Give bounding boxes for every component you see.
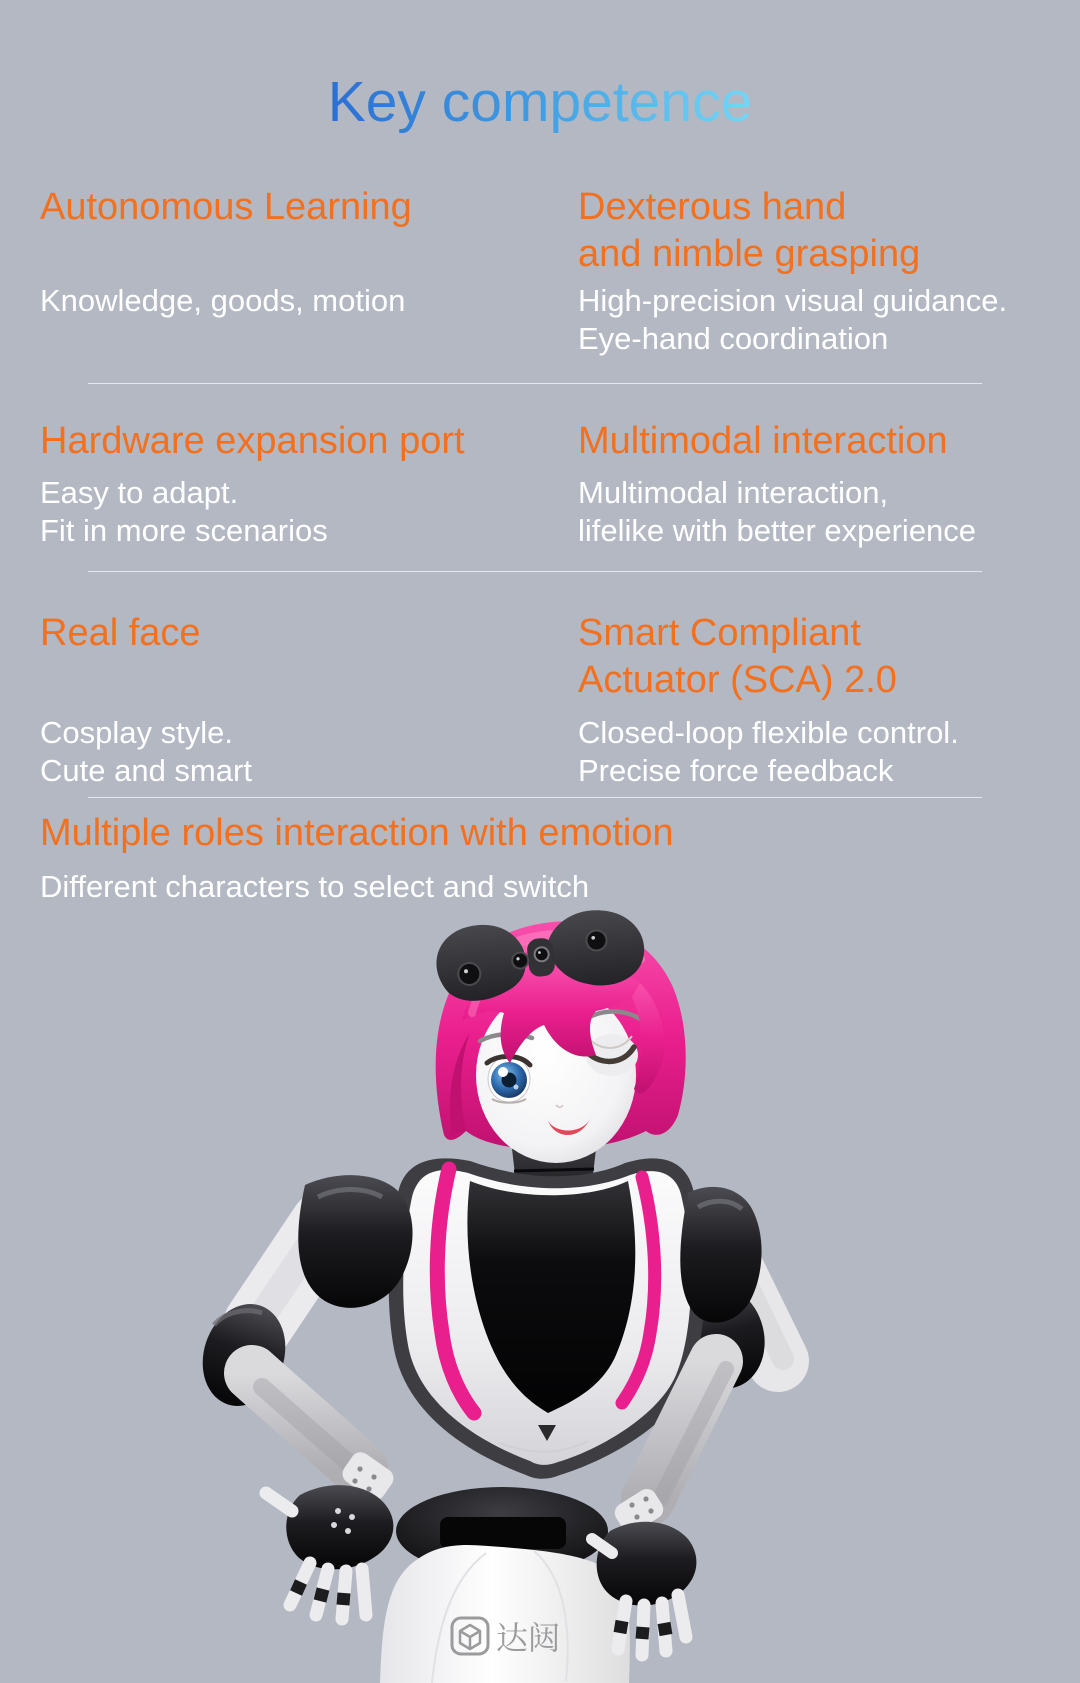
- feature-hardware-expansion: [40, 418, 545, 465]
- section-divider: [88, 571, 982, 572]
- feature-body-line: lifelike with better experience: [578, 513, 977, 548]
- robot-illustration: [0, 863, 1080, 1683]
- feature-body-line: High-precision visual guidance.: [578, 283, 1008, 318]
- feature-hardware-expansion-body: [40, 474, 545, 550]
- feature-heading: Real face: [40, 612, 201, 654]
- feature-heading: Autonomous Learning: [40, 186, 412, 228]
- feature-body-line: Precise force feedback: [578, 753, 894, 788]
- feature-body-line: Eye-hand coordination: [578, 321, 889, 356]
- feature-body-line: Multimodal interaction,: [578, 475, 889, 510]
- feature-heading: Hardware expansion port: [40, 420, 465, 462]
- feature-smart-compliant-actuator-body: [578, 714, 1048, 790]
- feature-real-face: [40, 610, 545, 657]
- feature-dexterous-hand: [578, 184, 1048, 278]
- feature-multiple-roles: [40, 810, 1040, 857]
- feature-body-line: Closed-loop flexible control.: [578, 715, 959, 750]
- section-divider: [88, 797, 982, 798]
- feature-body-line: Cosplay style.: [40, 715, 233, 750]
- page-title: [0, 70, 1080, 134]
- feature-heading-line: Dexterous hand: [578, 186, 847, 228]
- section-divider: [88, 383, 982, 384]
- feature-heading: Multiple roles interaction with emotion: [40, 812, 674, 854]
- page-title-text: Key competence: [327, 70, 753, 134]
- feature-body-line: Cute and smart: [40, 753, 252, 788]
- feature-real-face-body: [40, 714, 545, 790]
- feature-body-line: Fit in more scenarios: [40, 513, 328, 548]
- feature-body-line: Easy to adapt.: [40, 475, 239, 510]
- robot-base-skirt: [380, 1545, 630, 1683]
- feature-body-line: Different characters to select and switch: [40, 869, 590, 904]
- feature-dexterous-hand-body: [578, 282, 1048, 358]
- feature-heading-line: Smart Compliant: [578, 612, 861, 654]
- feature-body-line: Knowledge, goods, motion: [40, 283, 406, 318]
- feature-autonomous-learning-body: [40, 282, 545, 320]
- feature-autonomous-learning: [40, 184, 545, 231]
- feature-multimodal-interaction-body: [578, 474, 1048, 550]
- feature-heading-line: and nimble grasping: [578, 233, 921, 275]
- feature-smart-compliant-actuator: [578, 610, 1048, 704]
- feature-heading-line: Actuator (SCA) 2.0: [578, 659, 897, 701]
- feature-heading: Multimodal interaction: [578, 420, 948, 462]
- feature-multimodal-interaction: [578, 418, 1048, 465]
- brand-logo-text: 达闼: [496, 1620, 561, 1656]
